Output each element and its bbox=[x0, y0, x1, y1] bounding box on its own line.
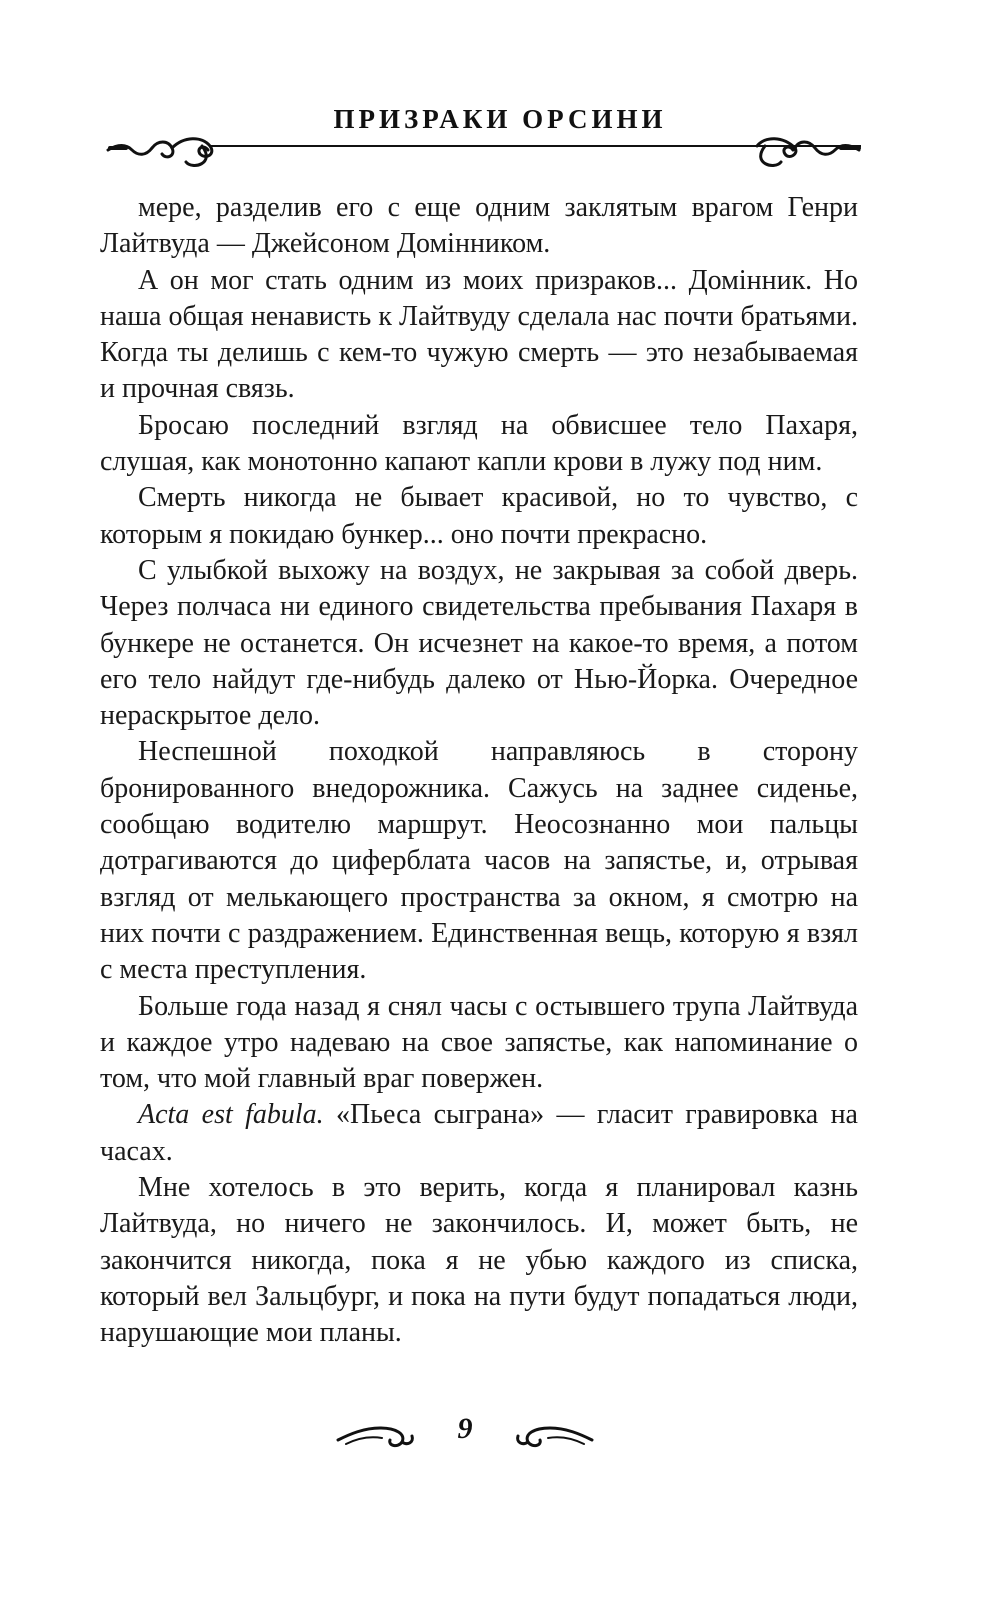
paragraph: Больше года назад я снял часы с остывшего трупа Лайтвуда и каждое утро надеваю на свое запястье, как напоминание о том, что мой главный враг повержен. bbox=[100, 990, 858, 1095]
left-flourish-icon bbox=[336, 1416, 416, 1452]
latin-paragraph bbox=[100, 1097, 858, 1170]
paragraph: Мне хотелось в это верить, когда я планировал казнь Лайтвуда, но ничего не закончилось. И, может быть, не закончится никогда, пока я не убью каждого из списка, который вел Зальцбург, и пока на пути будут попадаться люди, нарушающие мои планы. bbox=[100, 1172, 858, 1349]
paragraph: Неспешной походкой направляюсь в сторону бронированного внедорожника. Сажусь на заднее сиденье, сообщаю водителю маршрут. Неосознанно мои пальцы дотрагиваются до циферблата часов на запястье, и, отрывая взгляд от мелькающего пространства за окном, я смотрю на них почти с раздражением. Единственная вещь, которую я взял с места преступления. bbox=[100, 736, 858, 986]
body-text bbox=[100, 190, 858, 1352]
paragraph: Бросаю последний взгляд на обвисшее тело Пахаря, слушая, как монотонно капают капли крови в лужу под ним. bbox=[100, 409, 858, 478]
paragraph: Смерть никогда не бывает красивой, но то чувство, с которым я покидаю бункер... оно почти прекрасно. bbox=[100, 482, 858, 550]
header-flourish-divider-icon bbox=[106, 128, 861, 172]
paragraph: С улыбкой выхожу на воздух, не закрывая за собой дверь. Через полчаса ни единого свидетельства пребывания Пахаря в бункере не останется. Он исчезнет на какое-то время, а потом его тело найдут где-нибудь далеко от Нью-Йорка. Очередное нераскрытое дело. bbox=[100, 554, 858, 732]
right-flourish-icon bbox=[514, 1416, 594, 1452]
running-head: ПРИЗРАКИ ОРСИНИ bbox=[333, 104, 667, 134]
page-number: 9 bbox=[457, 1412, 473, 1445]
paragraph: А он мог стать одним из моих призраков... Домінник. Но наша общая ненависть к Лайтвуду сделала нас почти братьями. Когда ты делишь с кем-то чужую смерть — это незабываемая и прочная связь. bbox=[100, 264, 858, 405]
folio bbox=[0, 1408, 1000, 1458]
latin-translation: «Пьеса сыграна» — гласит гравировка на часах. bbox=[100, 1099, 858, 1167]
latin-phrase: Acta est fabula. bbox=[138, 1099, 324, 1131]
paragraph: мере, разделив его с еще одним заклятым врагом Генри Лайтвуда — Джейсоном Домінником. bbox=[100, 192, 858, 260]
